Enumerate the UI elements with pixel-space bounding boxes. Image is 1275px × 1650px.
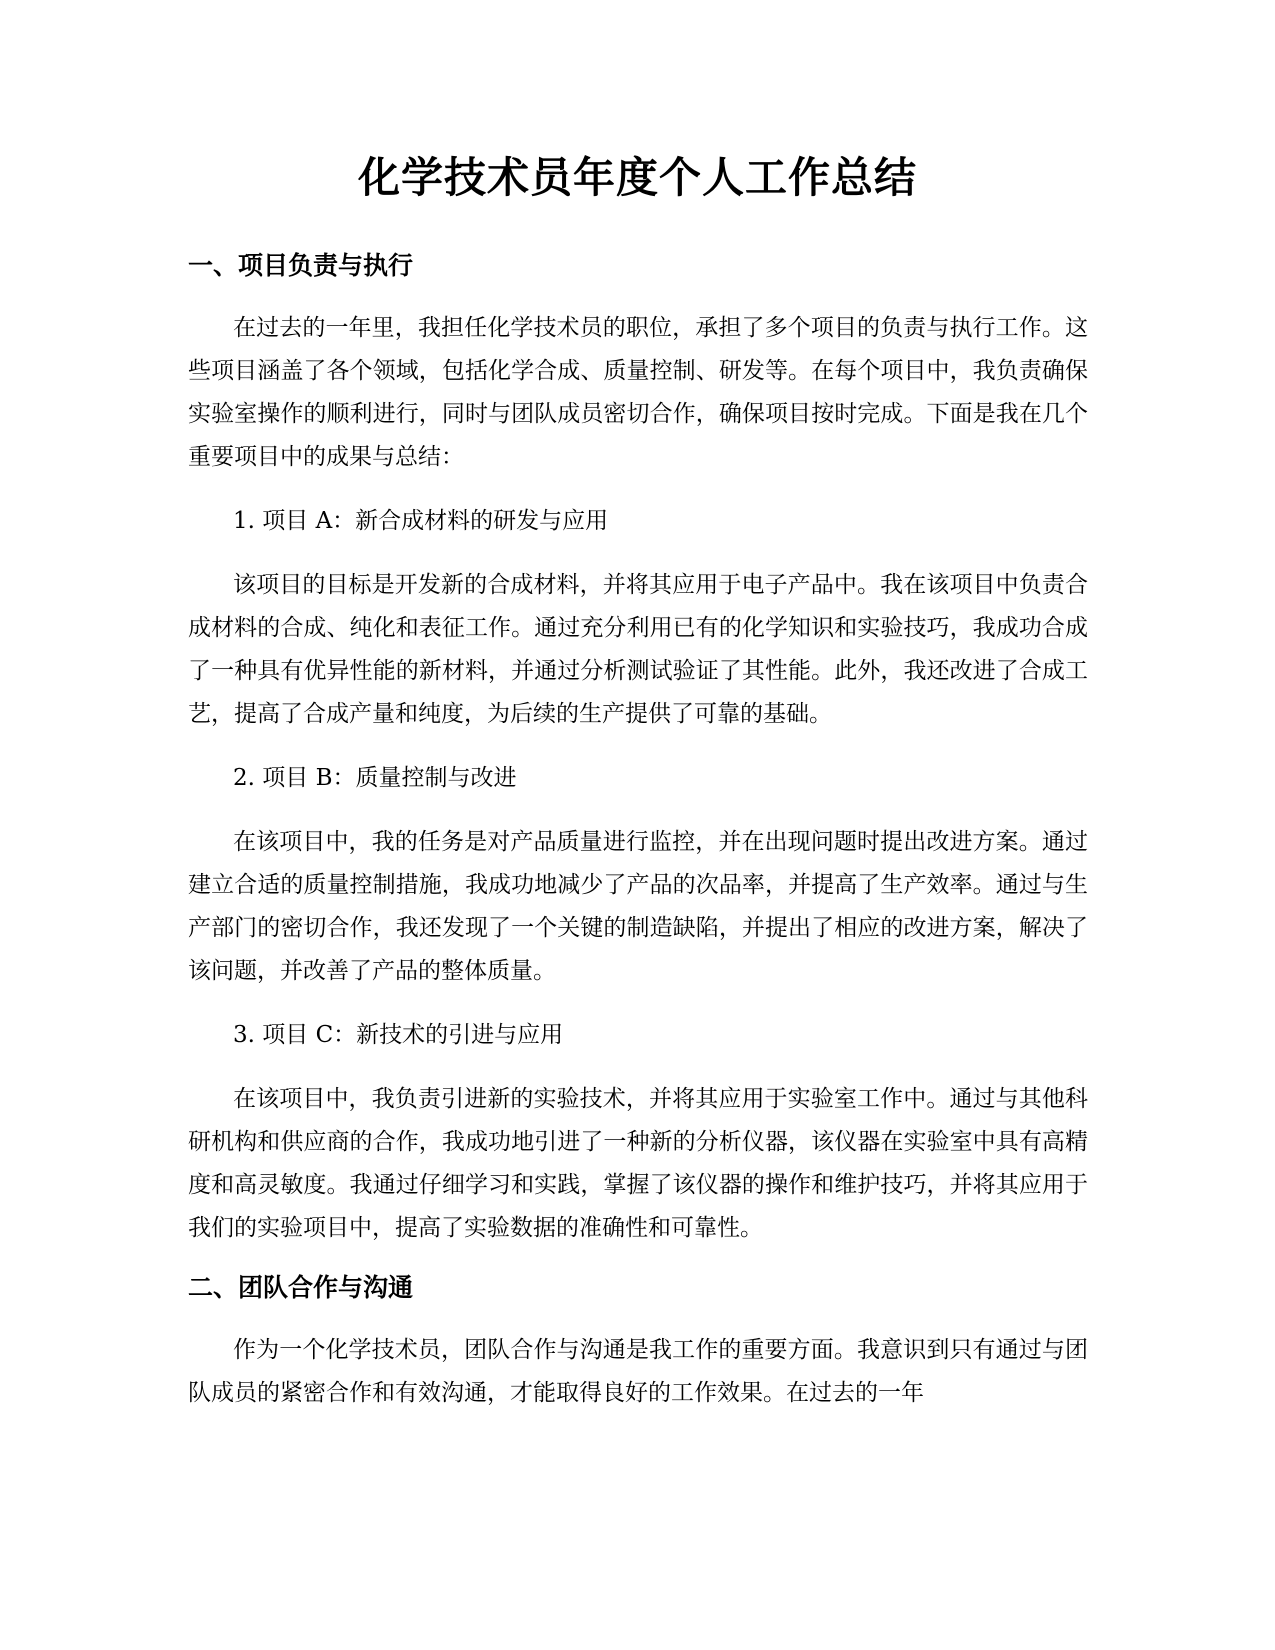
section-heading-1: 一、项目负责与执行 [188, 251, 414, 280]
project-b-title: 2. 项目 B：质量控制与改进 [233, 765, 517, 791]
project-a-title: 1. 项目 A：新合成材料的研发与应用 [233, 508, 609, 534]
project-b-body: 在该项目中，我的任务是对产品质量进行监控，并在出现问题时提出改进方案。通过建立合适的质量控制措施，我成功地减少了产品的次品率，并提高了生产效率。通过与生产部门的密切合作，我还发现了一个关键的制造缺陷，并提出了相应的改进方案，解决了该问题，并改善了产品的整体质量。 [188, 829, 1088, 984]
project-a-body: 该项目的目标是开发新的合成材料，并将其应用于电子产品中。我在该项目中负责合成材料的合成、纯化和表征工作。通过充分利用已有的化学知识和实验技巧，我成功合成了一种具有优异性能的新材料，并通过分析测试验证了其性能。此外，我还改进了合成工艺，提高了合成产量和纯度，为后续的生产提供了可靠的基础。 [188, 572, 1088, 727]
project-c-title: 3. 项目 C：新技术的引进与应用 [233, 1022, 564, 1048]
document-title: 化学技术员年度个人工作总结 [357, 153, 917, 202]
section-heading-2: 二、团队合作与沟通 [188, 1273, 414, 1302]
section-1-intro: 在过去的一年里，我担任化学技术员的职位，承担了多个项目的负责与执行工作。这些项目涵盖了各个领域，包括化学合成、质量控制、研发等。在每个项目中，我负责确保实验室操作的顺利进行，同时与团队成员密切合作，确保项目按时完成。下面是我在几个重要项目中的成果与总结： [188, 315, 1088, 470]
project-c-body: 在该项目中，我负责引进新的实验技术，并将其应用于实验室工作中。通过与其他科研机构和供应商的合作，我成功地引进了一种新的分析仪器，该仪器在实验室中具有高精度和高灵敏度。我通过仔细学习和实践，掌握了该仪器的操作和维护技巧，并将其应用于我们的实验项目中，提高了实验数据的准确性和可靠性。 [188, 1086, 1088, 1241]
section-2-intro: 作为一个化学技术员，团队合作与沟通是我工作的重要方面。我意识到只有通过与团队成员的紧密合作和有效沟通，才能取得良好的工作效果。在过去的一年 [188, 1337, 1088, 1406]
document-body [188, 244, 1088, 1415]
